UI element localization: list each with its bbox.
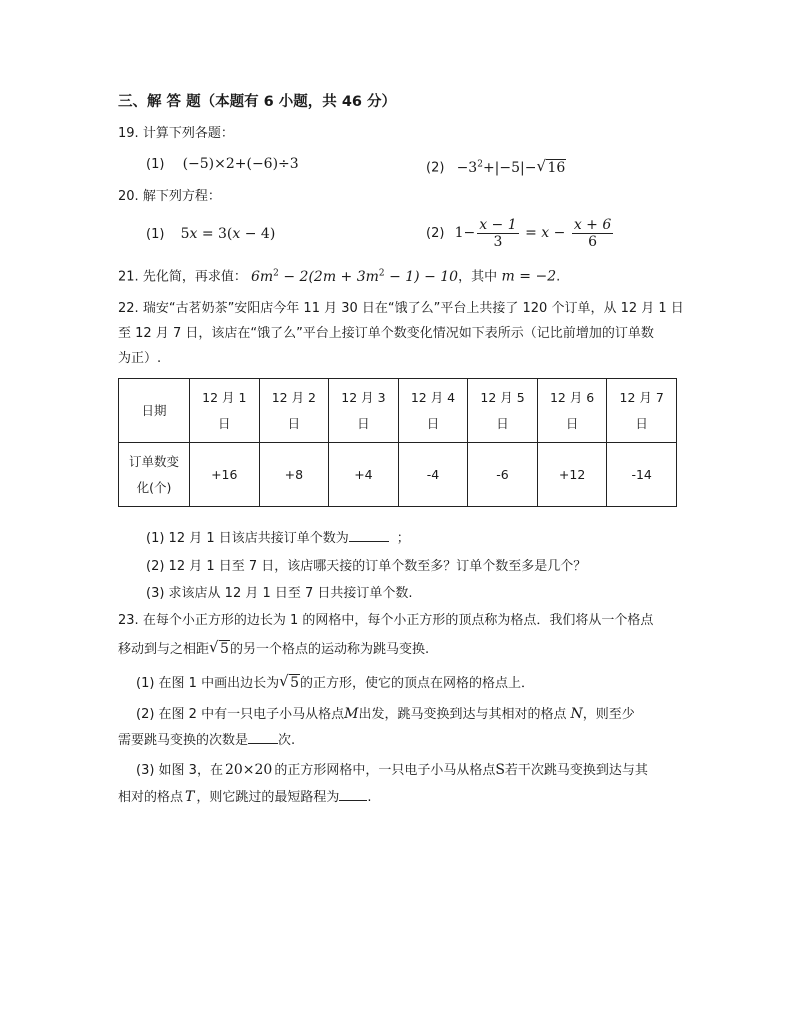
table-row-label: 订单数变 化(个) xyxy=(119,443,190,507)
table-value-cell: +12 xyxy=(537,443,607,507)
q23-sub3-line2-end: . xyxy=(367,790,372,805)
q23-sub3-line2-text: 相对的格点 xyxy=(118,790,184,805)
q21-expression: $6m^2 - 2(2m + 3m^2 - 1) - 10$ xyxy=(250,268,459,285)
table-header-row xyxy=(119,379,677,443)
q21-end: . xyxy=(556,269,561,285)
q23-line2-end: 的另一个格点的运动称为跳马变换. xyxy=(229,642,430,657)
q23-sub3-line2 xyxy=(118,787,372,808)
q20-part1 xyxy=(146,224,275,245)
q23-sub3-mid: 的正方形网格中，一只电子小马从格点 xyxy=(274,763,496,778)
table-value-cell: +8 xyxy=(259,443,329,507)
q20-number: 20. xyxy=(118,189,139,204)
table-value-cell: -6 xyxy=(468,443,538,507)
table-date-cell: 12 月 2 日 xyxy=(259,379,329,443)
q20-prompt: 解下列方程： xyxy=(142,189,221,204)
table-value-cell: +16 xyxy=(190,443,260,507)
q23-line2-text: 移动到与之相距 xyxy=(118,642,210,657)
q23-sub3-text: (3) 如图 3，在 xyxy=(136,763,223,778)
q23-sub1-text: (1) 在图 1 中画出边长为 xyxy=(136,676,280,691)
q23-sub1-end: 的正方形，使它的顶点在网格的格点上． xyxy=(300,676,535,691)
table-date-cell: 12 月 5 日 xyxy=(468,379,538,443)
point-s: S xyxy=(495,762,505,778)
q23-sub2-line2-end: 次. xyxy=(278,733,296,748)
sqrt-symbol: √ 5 xyxy=(209,638,229,657)
order-change-table xyxy=(118,378,677,507)
q23-line1 xyxy=(118,611,653,631)
q23-sub3-line2-mid: ，则它跳过的最短路程为 xyxy=(196,790,340,805)
q22-sub2: (2) 12 月 1 日至 7 日，该店哪天接的订单个数至多？订单个数至多是几个？ xyxy=(146,559,587,574)
table-date-cell: 12 月 3 日 xyxy=(329,379,399,443)
grid-size: 20×20 xyxy=(224,762,273,778)
q20-p2-expression: 1− $\frac{x - 1}{3}$ = x − $\frac{x + 6}{6}$ xyxy=(454,216,612,250)
q20-p1-expression: 5x = 3(x − 4) xyxy=(180,226,276,242)
sqrt-symbol: √ 16 xyxy=(536,156,566,176)
q21-line xyxy=(118,263,560,288)
q22-sub1 xyxy=(146,529,410,549)
q23-sub2-end: ，则至少 xyxy=(582,707,635,722)
point-n: N xyxy=(570,706,583,722)
q19-part2 xyxy=(426,154,566,179)
table-date-cell: 12 月 6 日 xyxy=(537,379,607,443)
section-heading: 三、解 答 题（本题有 6 小题，共 46 分） xyxy=(118,94,397,110)
q19-p2-expression: $-3^2+|-5|-$ √ 16 xyxy=(456,156,566,176)
q22-text-line1: 瑞安“古茗奶茶”安阳店今年 11 月 30 日在“饿了么”平台上共接了 120 个订单，从 12 月 1 日 xyxy=(142,301,684,316)
q23-sub2-text: (2) 在图 2 中有一只电子小马从格点 xyxy=(136,707,345,722)
q22-sub1-text: (1) 12 月 1 日该店共接订单个数为 xyxy=(146,531,349,546)
q19-prompt: 计算下列各题： xyxy=(142,126,234,141)
answer-blank xyxy=(339,800,367,801)
answer-blank xyxy=(248,743,278,744)
table-header-label: 日期 xyxy=(119,379,190,443)
q22-sub1-end: ； xyxy=(396,531,410,546)
table-date-cell: 12 月 4 日 xyxy=(398,379,468,443)
q22-number: 22. xyxy=(118,301,139,316)
q20-prompt-line xyxy=(118,187,221,207)
q21-tail: ，其中 xyxy=(458,269,498,285)
q22-line1 xyxy=(118,299,684,319)
q19-prompt-line xyxy=(118,124,234,144)
q21-prompt: 先化简，再求值： xyxy=(142,269,247,285)
q23-number: 23. xyxy=(118,613,139,628)
table-value-cell: -4 xyxy=(398,443,468,507)
q23-sub3-end: 若干次跳马变换到达与其 xyxy=(504,763,648,778)
q22-text-line2: 至 12 月 7 日，该店在“饿了么”平台上接订单个数变化情况如下表所示（记比前增加的订单数 xyxy=(118,326,654,341)
point-m: M xyxy=(344,706,359,722)
q21-number: 21. xyxy=(118,269,139,285)
table-data-row xyxy=(119,443,677,507)
q20-p1-label: (1) xyxy=(146,227,165,242)
q22-text-line3: 为正）. xyxy=(118,351,162,366)
q23-sub2 xyxy=(136,704,635,725)
answer-blank xyxy=(349,541,389,542)
table-value-cell: -14 xyxy=(607,443,677,507)
q20-p2-label: (2) xyxy=(426,226,445,241)
q22-sub3: (3) 求该店从 12 月 1 日至 7 日共接订单个数. xyxy=(146,586,413,601)
table-date-cell: 12 月 7 日 xyxy=(607,379,677,443)
point-t: T xyxy=(185,789,195,805)
table-date-cell: 12 月 1 日 xyxy=(190,379,260,443)
q23-sub2-mid: 出发，跳马变换到达与其相对的格点 xyxy=(358,707,567,722)
q19-part1 xyxy=(146,154,299,175)
q23-sub1 xyxy=(136,673,534,694)
q23-sub2-line2-text: 需要跳马变换的次数是 xyxy=(118,733,249,748)
q21-condition: m = −2 xyxy=(497,268,557,285)
q23-sub3 xyxy=(136,760,648,781)
q20-part2 xyxy=(426,213,615,254)
table-value-cell: +4 xyxy=(329,443,399,507)
q19-p1-label: (1) xyxy=(146,157,165,172)
q19-p2-label: (2) xyxy=(426,160,445,176)
q23-line2 xyxy=(118,639,429,660)
q19-p1-expression: (−5)×2+(−6)÷3 xyxy=(182,156,299,172)
sqrt-symbol: √ 5 xyxy=(279,672,300,691)
q23-sub2-line2 xyxy=(118,731,295,751)
q23-text-line1: 在每个小正方形的边长为 1 的网格中，每个小正方形的顶点称为格点．我们将从一个格点 xyxy=(142,613,654,628)
q19-number: 19. xyxy=(118,126,139,141)
